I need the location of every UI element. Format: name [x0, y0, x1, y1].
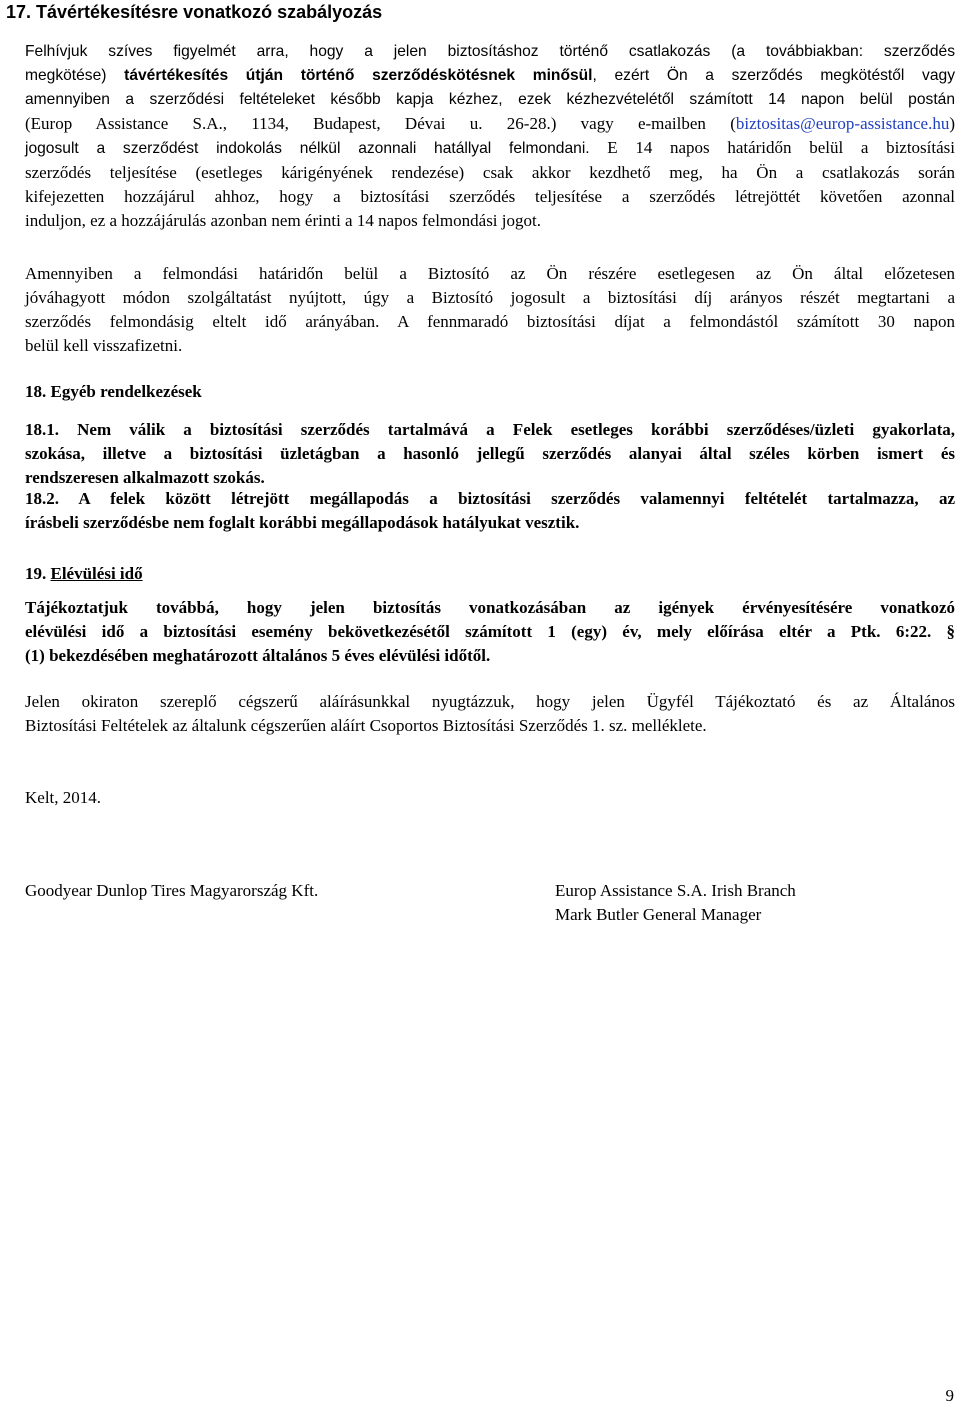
- text-line: jóváhagyott módon szolgáltatást nyújtott, úgy a Biztosító jogosult a biztosítási díj arányos részét megtartani a: [25, 288, 955, 307]
- text-line: kifejezetten hozzájárul ahhoz, hogy a biztosítási szerződés teljesítése a szerződés létrejöttét követően azonnal: [25, 187, 955, 206]
- section-18-heading: 18. Egyéb rendelkezések: [25, 382, 202, 401]
- email-link[interactable]: biztositas@europ-assistance.hu: [735, 114, 950, 133]
- section-19-paragraph-1: [25, 596, 955, 668]
- text-span: (Europ Assistance S.A., 1134, Budapest, Dévai u. 26-28.) vagy e-mailben (: [25, 114, 736, 133]
- text-line: szerződés felmondásig eltelt idő arányában. A fennmaradó biztosítási díjat a felmondástól számított 30 napon: [25, 312, 955, 331]
- text-line: [25, 136, 955, 161]
- text-line: Felhívjuk szíves figyelmét arra, hogy a jelen biztosításhoz történő csatlakozás (a továbbiakban: szerződés: [25, 43, 955, 60]
- page-number: 9: [945, 1386, 954, 1405]
- section-17-paragraph-1: [25, 40, 955, 233]
- section-17-heading: 17. Távértékesítésre vonatkozó szabályozás: [6, 2, 383, 22]
- heading-text: Elévülési idő: [50, 564, 143, 583]
- text-line: [25, 112, 955, 136]
- text-line: Amennyiben a felmondási határidőn belül a Biztosító az Ön részére esetlegesen az Ön által előzetesen: [25, 264, 955, 283]
- text-line: induljon, ez a hozzájárulás azonban nem érinti a 14 napos felmondási jogot.: [25, 211, 541, 230]
- emphasis-text: távértékesítés útján történő szerződéskötésnek minősül: [124, 67, 593, 84]
- text-line: (1) bekezdésében meghatározott általános 5 éves elévülési időtől.: [25, 646, 491, 665]
- text-line: írásbeli szerződésbe nem foglalt korábbi megállapodások hatályukat vesztik.: [25, 513, 580, 532]
- text-line: Biztosítási Feltételek az általunk cégszerűen aláírt Csoportos Biztosítási Szerződés 1. sz. melléklete.: [25, 716, 707, 735]
- text-span: megkötése): [25, 67, 125, 84]
- text-line: belül kell visszafizetni.: [25, 336, 183, 355]
- right-signatory-company: Europ Assistance S.A. Irish Branch: [555, 881, 796, 900]
- heading-number: 19.: [25, 564, 51, 583]
- section-18-1-paragraph: [25, 418, 955, 490]
- text-line: elévülési idő a biztosítási esemény bekövetkezésétől számított 1 (egy) év, mely előírása eltér a Ptk. 6:22. §: [25, 622, 955, 641]
- section-17-paragraph-2: [25, 262, 955, 358]
- text-line: Tájékoztatjuk továbbá, hogy jelen biztosítás vonatkozásában az igények érvényesítésére vonatkozó: [25, 598, 955, 617]
- left-signatory: Goodyear Dunlop Tires Magyarország Kft.: [25, 881, 319, 900]
- text-span: E 14 napos határidőn belül a biztosítási: [589, 138, 956, 157]
- right-signatory-name: Mark Butler General Manager: [555, 905, 762, 924]
- section-19-paragraph-2: [25, 690, 955, 738]
- document-date: Kelt, 2014.: [25, 788, 102, 807]
- text-span: jogosult a szerződést indokolás nélkül azonnali hatállyal felmondani.: [25, 140, 590, 157]
- text-span: ): [949, 114, 955, 133]
- text-line: rendszeresen alkalmazott szokás.: [25, 468, 265, 487]
- section-19-heading: [25, 562, 143, 586]
- text-line: 18.2. A felek között létrejött megállapodás a biztosítási szerződés valamennyi feltételét tartalmazza, az: [25, 489, 955, 508]
- text-span: , ezért Ön a szerződés megkötéstől vagy: [592, 67, 955, 84]
- text-line: 18.1. Nem válik a biztosítási szerződés tartalmává a Felek esetleges korábbi szerződéses/üzleti gyakorlata,: [25, 420, 955, 439]
- text-line: amennyiben a szerződési feltételeket később kapja kézhez, ezek kézhezvételétől számított 14 napon belül postán: [25, 91, 955, 108]
- text-line: Jelen okiraton szereplő cégszerű aláírásunkkal nyugtázzuk, hogy jelen Ügyfél Tájékoztató és az Általános: [25, 692, 955, 711]
- text-line: szerződés teljesítése (esetleges kárigényének rendezése) csak akkor kezdhető meg, ha Ön a csatlakozás során: [25, 163, 955, 182]
- section-18-2-paragraph: [25, 487, 955, 535]
- text-line: szokása, illetve a biztosítási üzletágban a hasonló jellegű szerződés alanyai által széles körben ismert és: [25, 444, 955, 463]
- text-line: [25, 64, 955, 88]
